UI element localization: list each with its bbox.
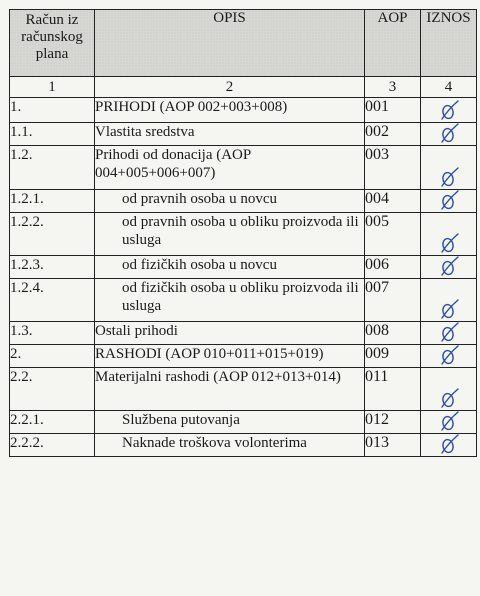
handwritten-slashed-zero-icon — [437, 99, 461, 121]
amount-cell — [421, 411, 477, 434]
aop-code: 009 — [365, 345, 421, 368]
column-number: 2 — [95, 77, 365, 98]
row-description: od fizičkih osoba u novcu — [95, 256, 365, 279]
column-number: 3 — [365, 77, 421, 98]
account-code: 1.2. — [10, 146, 95, 190]
column-number: 4 — [421, 77, 477, 98]
aop-code: 004 — [365, 190, 421, 213]
header-account: Račun iz računskog plana — [10, 10, 95, 77]
aop-code: 012 — [365, 411, 421, 434]
account-code: 1. — [10, 98, 95, 123]
aop-code: 011 — [365, 368, 421, 411]
table-row — [10, 279, 477, 322]
amount-cell — [421, 190, 477, 213]
handwritten-slashed-zero-icon — [437, 232, 461, 254]
handwritten-slashed-zero-icon — [437, 344, 461, 366]
table-row — [10, 345, 477, 368]
header-aop: AOP — [365, 10, 421, 77]
handwritten-slashed-zero-icon — [437, 433, 461, 455]
handwritten-slashed-zero-icon — [437, 166, 461, 188]
handwritten-slashed-zero-icon — [437, 321, 461, 343]
account-code: 1.3. — [10, 322, 95, 345]
handwritten-slashed-zero-icon — [437, 410, 461, 432]
aop-code: 003 — [365, 146, 421, 190]
amount-cell — [421, 98, 477, 123]
table-row — [10, 434, 477, 457]
handwritten-slashed-zero-icon — [437, 298, 461, 320]
amount-cell — [421, 279, 477, 322]
row-description: PRIHODI (AOP 002+003+008) — [95, 98, 365, 123]
handwritten-slashed-zero-icon — [437, 122, 461, 144]
table-row — [10, 322, 477, 345]
header-row — [10, 10, 477, 77]
table-row — [10, 411, 477, 434]
account-code: 1.2.1. — [10, 190, 95, 213]
amount-cell — [421, 368, 477, 411]
table-row — [10, 213, 477, 256]
row-description: Vlastita sredstva — [95, 123, 365, 146]
account-code: 1.2.4. — [10, 279, 95, 322]
handwritten-slashed-zero-icon — [437, 255, 461, 277]
aop-code: 005 — [365, 213, 421, 256]
table-row — [10, 190, 477, 213]
header-iznos: IZNOS — [421, 10, 477, 77]
row-description: od pravnih osoba u obliku proizvoda ili usluga — [95, 213, 365, 256]
amount-cell — [421, 434, 477, 457]
row-description: RASHODI (AOP 010+011+015+019) — [95, 345, 365, 368]
row-description: Službena putovanja — [95, 411, 365, 434]
amount-cell — [421, 213, 477, 256]
row-description: Prihodi od donacija (AOP 004+005+006+007) — [95, 146, 365, 190]
amount-cell — [421, 256, 477, 279]
income-expense-table — [9, 9, 477, 457]
row-description: Ostali prihodi — [95, 322, 365, 345]
table-row — [10, 256, 477, 279]
column-number-row — [10, 77, 477, 98]
amount-cell — [421, 322, 477, 345]
aop-code: 006 — [365, 256, 421, 279]
amount-cell — [421, 123, 477, 146]
handwritten-slashed-zero-icon — [437, 387, 461, 409]
account-code: 2.2.2. — [10, 434, 95, 457]
header-opis: OPIS — [95, 10, 365, 77]
row-description: od pravnih osoba u novcu — [95, 190, 365, 213]
aop-code: 002 — [365, 123, 421, 146]
column-number: 1 — [10, 77, 95, 98]
row-description: Materijalni rashodi (AOP 012+013+014) — [95, 368, 365, 411]
aop-code: 013 — [365, 434, 421, 457]
amount-cell — [421, 146, 477, 190]
amount-cell — [421, 345, 477, 368]
aop-code: 001 — [365, 98, 421, 123]
account-code: 2.2.1. — [10, 411, 95, 434]
table-row — [10, 146, 477, 190]
handwritten-slashed-zero-icon — [437, 189, 461, 211]
table-row — [10, 123, 477, 146]
account-code: 1.2.2. — [10, 213, 95, 256]
table-row — [10, 98, 477, 123]
account-code: 2.2. — [10, 368, 95, 411]
aop-code: 008 — [365, 322, 421, 345]
aop-code: 007 — [365, 279, 421, 322]
account-code: 1.1. — [10, 123, 95, 146]
row-description: od fizičkih osoba u obliku proizvoda ili usluga — [95, 279, 365, 322]
account-code: 1.2.3. — [10, 256, 95, 279]
row-description: Naknade troškova volonterima — [95, 434, 365, 457]
table-row — [10, 368, 477, 411]
account-code: 2. — [10, 345, 95, 368]
